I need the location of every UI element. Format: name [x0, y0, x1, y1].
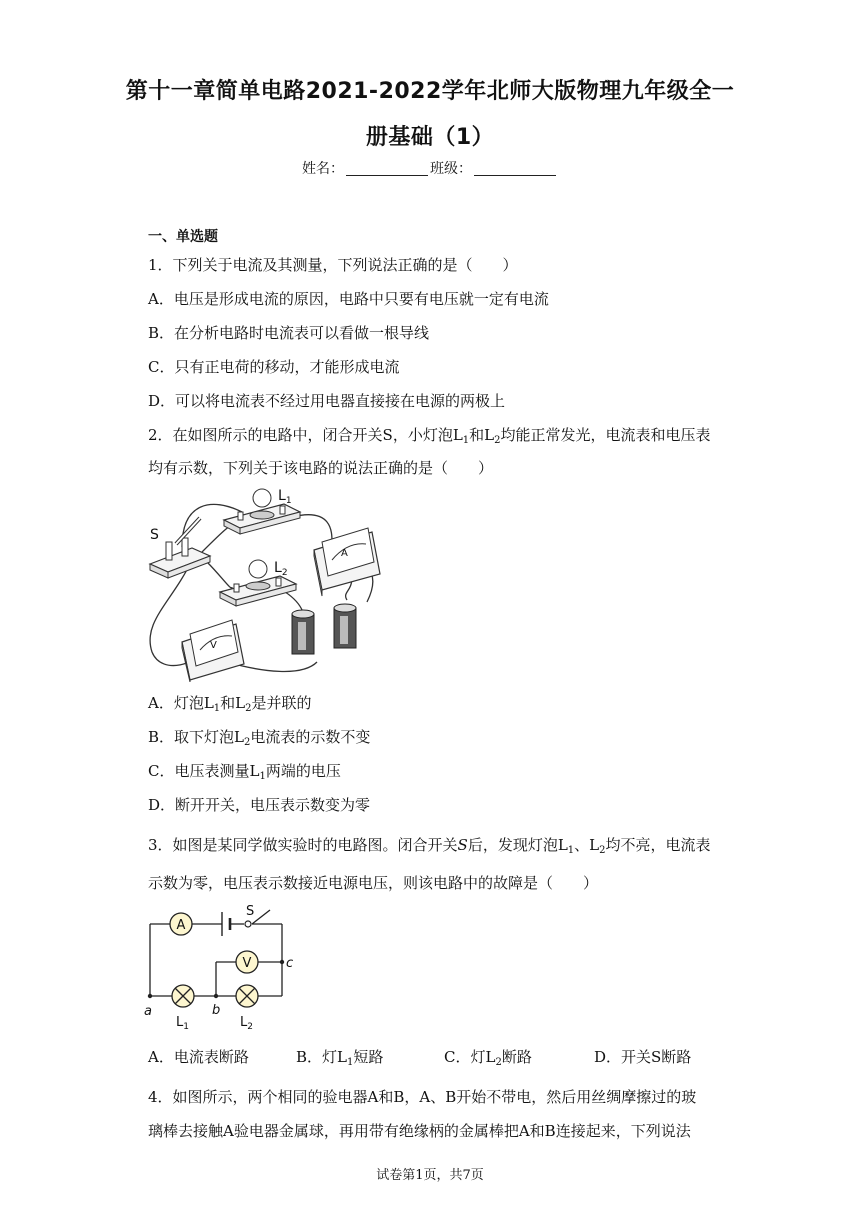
label-L2	[274, 560, 288, 578]
switch-board	[150, 518, 210, 578]
voltmeter-device	[182, 620, 244, 682]
label-L1-sub: 1	[285, 496, 292, 506]
q2-a-part: 是并联的	[251, 694, 312, 712]
name-blank[interactable]	[346, 161, 428, 176]
q2-stem-line2: 均有示数，下列关于该电路的说法正确的是（ ）	[148, 459, 494, 477]
q2-a-sub: 2	[245, 703, 252, 714]
q3-stem-line1	[148, 834, 711, 855]
q3-stem-line2: 示数为零，电压表示数接近电源电压，则该电路中的故障是（ ）	[148, 874, 599, 892]
label-L1	[278, 488, 292, 506]
q2-b-part: 电流表的示数不变	[250, 728, 371, 746]
q2-stem-part: 2．在如图所示的电路中，闭合开关S，小灯泡L	[148, 426, 463, 444]
ammeter-device	[314, 528, 380, 596]
q3-stem-sub: 2	[599, 845, 606, 856]
section-heading: 一、单选题	[148, 229, 218, 245]
q2-c-part: C．电压表测量L	[148, 762, 260, 780]
node-b-label: b	[212, 1003, 221, 1018]
q2-a-sub: 1	[213, 703, 221, 714]
q3-b-part: B．灯L	[296, 1048, 347, 1066]
q3-stem-part: 均不亮，电流表	[605, 836, 711, 854]
lamp-l1-label	[176, 1015, 189, 1032]
battery-pair	[292, 604, 356, 654]
q1-option-d: D．可以将电流表不经过用电器直接接在电源的两极上	[148, 392, 506, 410]
q2-stem-line1	[148, 424, 711, 445]
node-c-label: c	[286, 956, 294, 971]
q2-a-part: A．灯泡L	[148, 694, 214, 712]
q3-stem-part: 3．如图是某同学做实验时的电路图。闭合开关	[148, 836, 458, 854]
node-a-label: a	[144, 1004, 152, 1019]
label-L1-letter: L	[278, 488, 286, 504]
q2-option-a	[148, 692, 312, 713]
q2-stem-part: 均能正常发光，电流表和电压表	[500, 426, 711, 444]
q2-a-part: 和L	[220, 694, 246, 712]
q3-stem-italic-s: S	[457, 836, 468, 854]
lamp-l2-label	[240, 1015, 253, 1032]
lamp-l2-board	[220, 560, 296, 606]
q1-option-a: A．电压是形成电流的原因，电路中只要有电压就一定有电流	[148, 290, 549, 308]
title-line-1: 第十一章简单电路2021-2022学年北师大版物理九年级全一	[125, 79, 735, 104]
class-blank[interactable]	[474, 161, 556, 176]
q2-b-part: B．取下灯泡L	[148, 728, 244, 746]
q3-c-part: 断路	[501, 1048, 532, 1066]
q3-option-a: A．电流表断路	[148, 1048, 249, 1066]
q3-stem-part: 后，发现灯泡L	[467, 836, 568, 854]
q1-option-c: C．只有正电荷的移动，才能形成电流	[148, 358, 400, 376]
q3-stem-sub: 1	[567, 845, 575, 856]
label-voltmeter: V	[210, 640, 217, 651]
q2-c-part: 两端的电压	[265, 762, 341, 780]
label-ammeter: A	[341, 548, 348, 559]
q2-option-b	[148, 726, 370, 747]
q3-b-sub: 1	[346, 1057, 354, 1068]
q3-option-d: D．开关S断路	[594, 1048, 692, 1066]
ammeter-label: A	[176, 918, 186, 933]
q1-stem: 1．下列关于电流及其测量，下列说法正确的是（ ）	[148, 256, 518, 274]
label-L2-letter: L	[274, 560, 282, 576]
name-class-line	[0, 158, 860, 178]
name-label: 姓名：	[302, 161, 344, 177]
q2-sub: 1	[462, 435, 470, 446]
q2-option-d: D．断开开关，电压表示数变为零	[148, 796, 371, 814]
q3-c-part: C．灯L	[444, 1048, 496, 1066]
q3-circuit-diagram	[140, 900, 310, 1032]
lamp-l2-letter: L	[240, 1015, 248, 1030]
q2-circuit-figure	[142, 482, 402, 682]
q2-b-sub: 2	[244, 737, 251, 748]
switch-label: S	[246, 904, 255, 919]
lamp-l2-sub: 2	[247, 1022, 253, 1032]
q3-option-c	[444, 1046, 532, 1067]
q3-stem-part: 、L	[574, 836, 600, 854]
voltmeter-label: V	[242, 956, 252, 971]
lamp-l1-symbol	[172, 985, 194, 1007]
q4-stem-line1: 4．如图所示，两个相同的验电器A和B，A、B开始不带电，然后用丝绸摩擦过的玻	[148, 1088, 697, 1106]
label-S: S	[150, 527, 159, 543]
q2-c-sub: 1	[259, 771, 266, 782]
lamp-l1-sub: 1	[183, 1022, 189, 1032]
q3-option-b	[296, 1046, 383, 1067]
label-L2-sub: 2	[281, 568, 288, 578]
class-label: 班级：	[430, 161, 472, 177]
q1-option-b: B．在分析电路时电流表可以看做一根导线	[148, 324, 430, 342]
page-footer: 试卷第1页，共7页	[376, 1168, 484, 1183]
title-line-2: 册基础（1）	[365, 125, 495, 150]
q3-b-part: 短路	[353, 1048, 384, 1066]
lamp-l2-symbol	[236, 985, 258, 1007]
q2-sub: 2	[494, 435, 501, 446]
q2-option-c	[148, 760, 341, 781]
q4-stem-line2: 璃棒去接触A验电器金属球，再用带有绝缘柄的金属棒把A和B连接起来，下列说法	[148, 1122, 691, 1140]
q2-stem-part: 和L	[469, 426, 495, 444]
lamp-l1-letter: L	[176, 1015, 184, 1030]
q3-c-sub: 2	[495, 1057, 502, 1068]
